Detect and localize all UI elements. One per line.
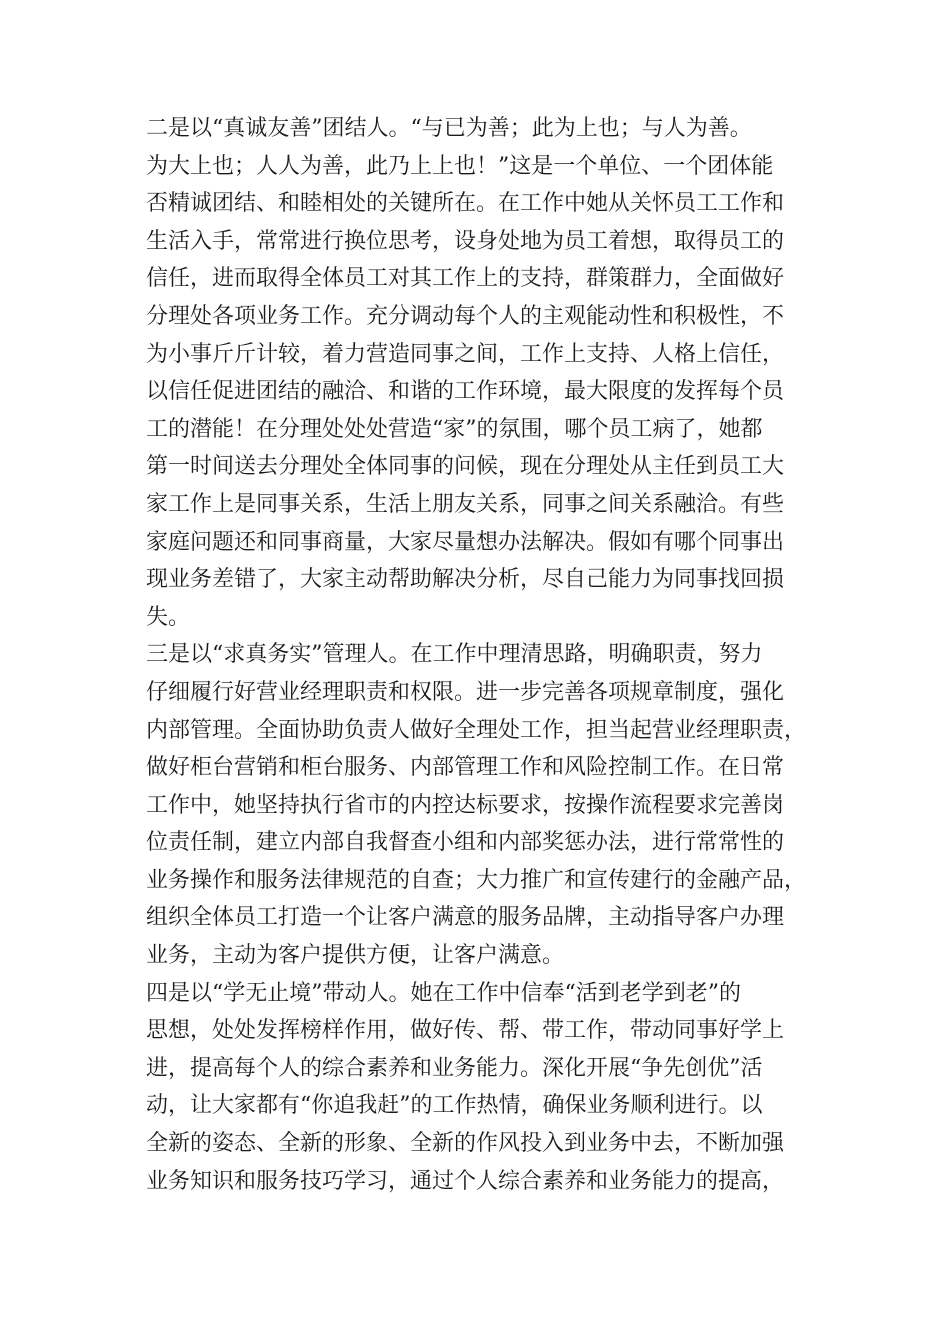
text-line: 现业务差错了，大家主动帮助解决分析，尽自己能力为同事找回损 bbox=[146, 567, 785, 593]
text-line: 内部管理。全面协助负责人做好全理处工作，担当起营业经理职责， bbox=[146, 717, 807, 743]
text-line: 工作中，她坚持执行省市的内控达标要求，按操作流程要求完善岗 bbox=[146, 792, 785, 818]
text-line: 为小事斤斤计较，着力营造同事之间，工作上支持、人格上信任， bbox=[146, 341, 785, 367]
text-line: 思想，处处发挥榜样作用，做好传、帮、带工作，带动同事好学上 bbox=[146, 1018, 785, 1044]
text-line: 进，提高每个人的综合素养和业务能力。深化开展“争先创优”活 bbox=[146, 1055, 763, 1081]
text-line: 家庭问题还和同事商量，大家尽量想办法解决。假如有哪个同事出 bbox=[146, 529, 785, 555]
text-line: 第一时间送去分理处全体同事的问候，现在分理处从主任到员工大 bbox=[146, 454, 785, 480]
text-line: 动，让大家都有“你追我赶”的工作热情，确保业务顺利进行。以 bbox=[146, 1093, 763, 1119]
text-line: 仔细履行好营业经理职责和权限。进一步完善各项规章制度，强化 bbox=[146, 679, 785, 705]
text-line: 否精诚团结、和睦相处的关键所在。在工作中她从关怀员工工作和 bbox=[146, 191, 785, 217]
text-line: 位责任制，建立内部自我督查小组和内部奖惩办法，进行常常性的 bbox=[146, 830, 785, 856]
text-line: 做好柜台营销和柜台服务、内部管理工作和风险控制工作。在日常 bbox=[146, 755, 785, 781]
text-line: 二是以“真诚友善”团结人。“与已为善；此为上也；与人为善。 bbox=[146, 116, 752, 141]
body-text bbox=[146, 110, 818, 1200]
text-line: 业务，主动为客户提供方便，让客户满意。 bbox=[146, 943, 565, 969]
text-line: 失。 bbox=[146, 604, 191, 630]
text-line: 全新的姿态、全新的形象、全新的作风投入到业务中去，不断加强 bbox=[146, 1131, 785, 1157]
text-line: 业务知识和服务技巧学习，通过个人综合素养和业务能力的提高， bbox=[146, 1168, 785, 1194]
text-line: 分理处各项业务工作。充分调动每个人的主观能动性和积极性，不 bbox=[146, 303, 785, 329]
text-line: 生活入手，常常进行换位思考，设身处地为员工着想，取得员工的 bbox=[146, 228, 785, 254]
text-line: 为大上也；人人为善，此乃上上也！”这是一个单位、一个团体能 bbox=[146, 153, 774, 179]
text-line: 业务操作和服务法律规范的自查；大力推广和宣传建行的金融产品， bbox=[146, 867, 807, 893]
text-line: 信任，进而取得全体员工对其工作上的支持，群策群力，全面做好 bbox=[146, 266, 785, 292]
text-line: 以信任促进团结的融洽、和谐的工作环境，最大限度的发挥每个员 bbox=[146, 379, 785, 405]
text-line: 组织全体员工打造一个让客户满意的服务品牌，主动指导客户办理 bbox=[146, 905, 785, 931]
text-line: 四是以“学无止境”带动人。她在工作中信奉“活到老学到老”的 bbox=[146, 980, 741, 1006]
text-line: 三是以“求真务实”管理人。在工作中理清思路，明确职责，努力 bbox=[146, 642, 763, 668]
text-line: 家工作上是同事关系，生活上朋友关系，同事之间关系融洽。有些 bbox=[146, 491, 785, 517]
text-line: 工的潜能！在分理处处处营造“家”的氛围，哪个员工病了，她都 bbox=[146, 416, 763, 442]
